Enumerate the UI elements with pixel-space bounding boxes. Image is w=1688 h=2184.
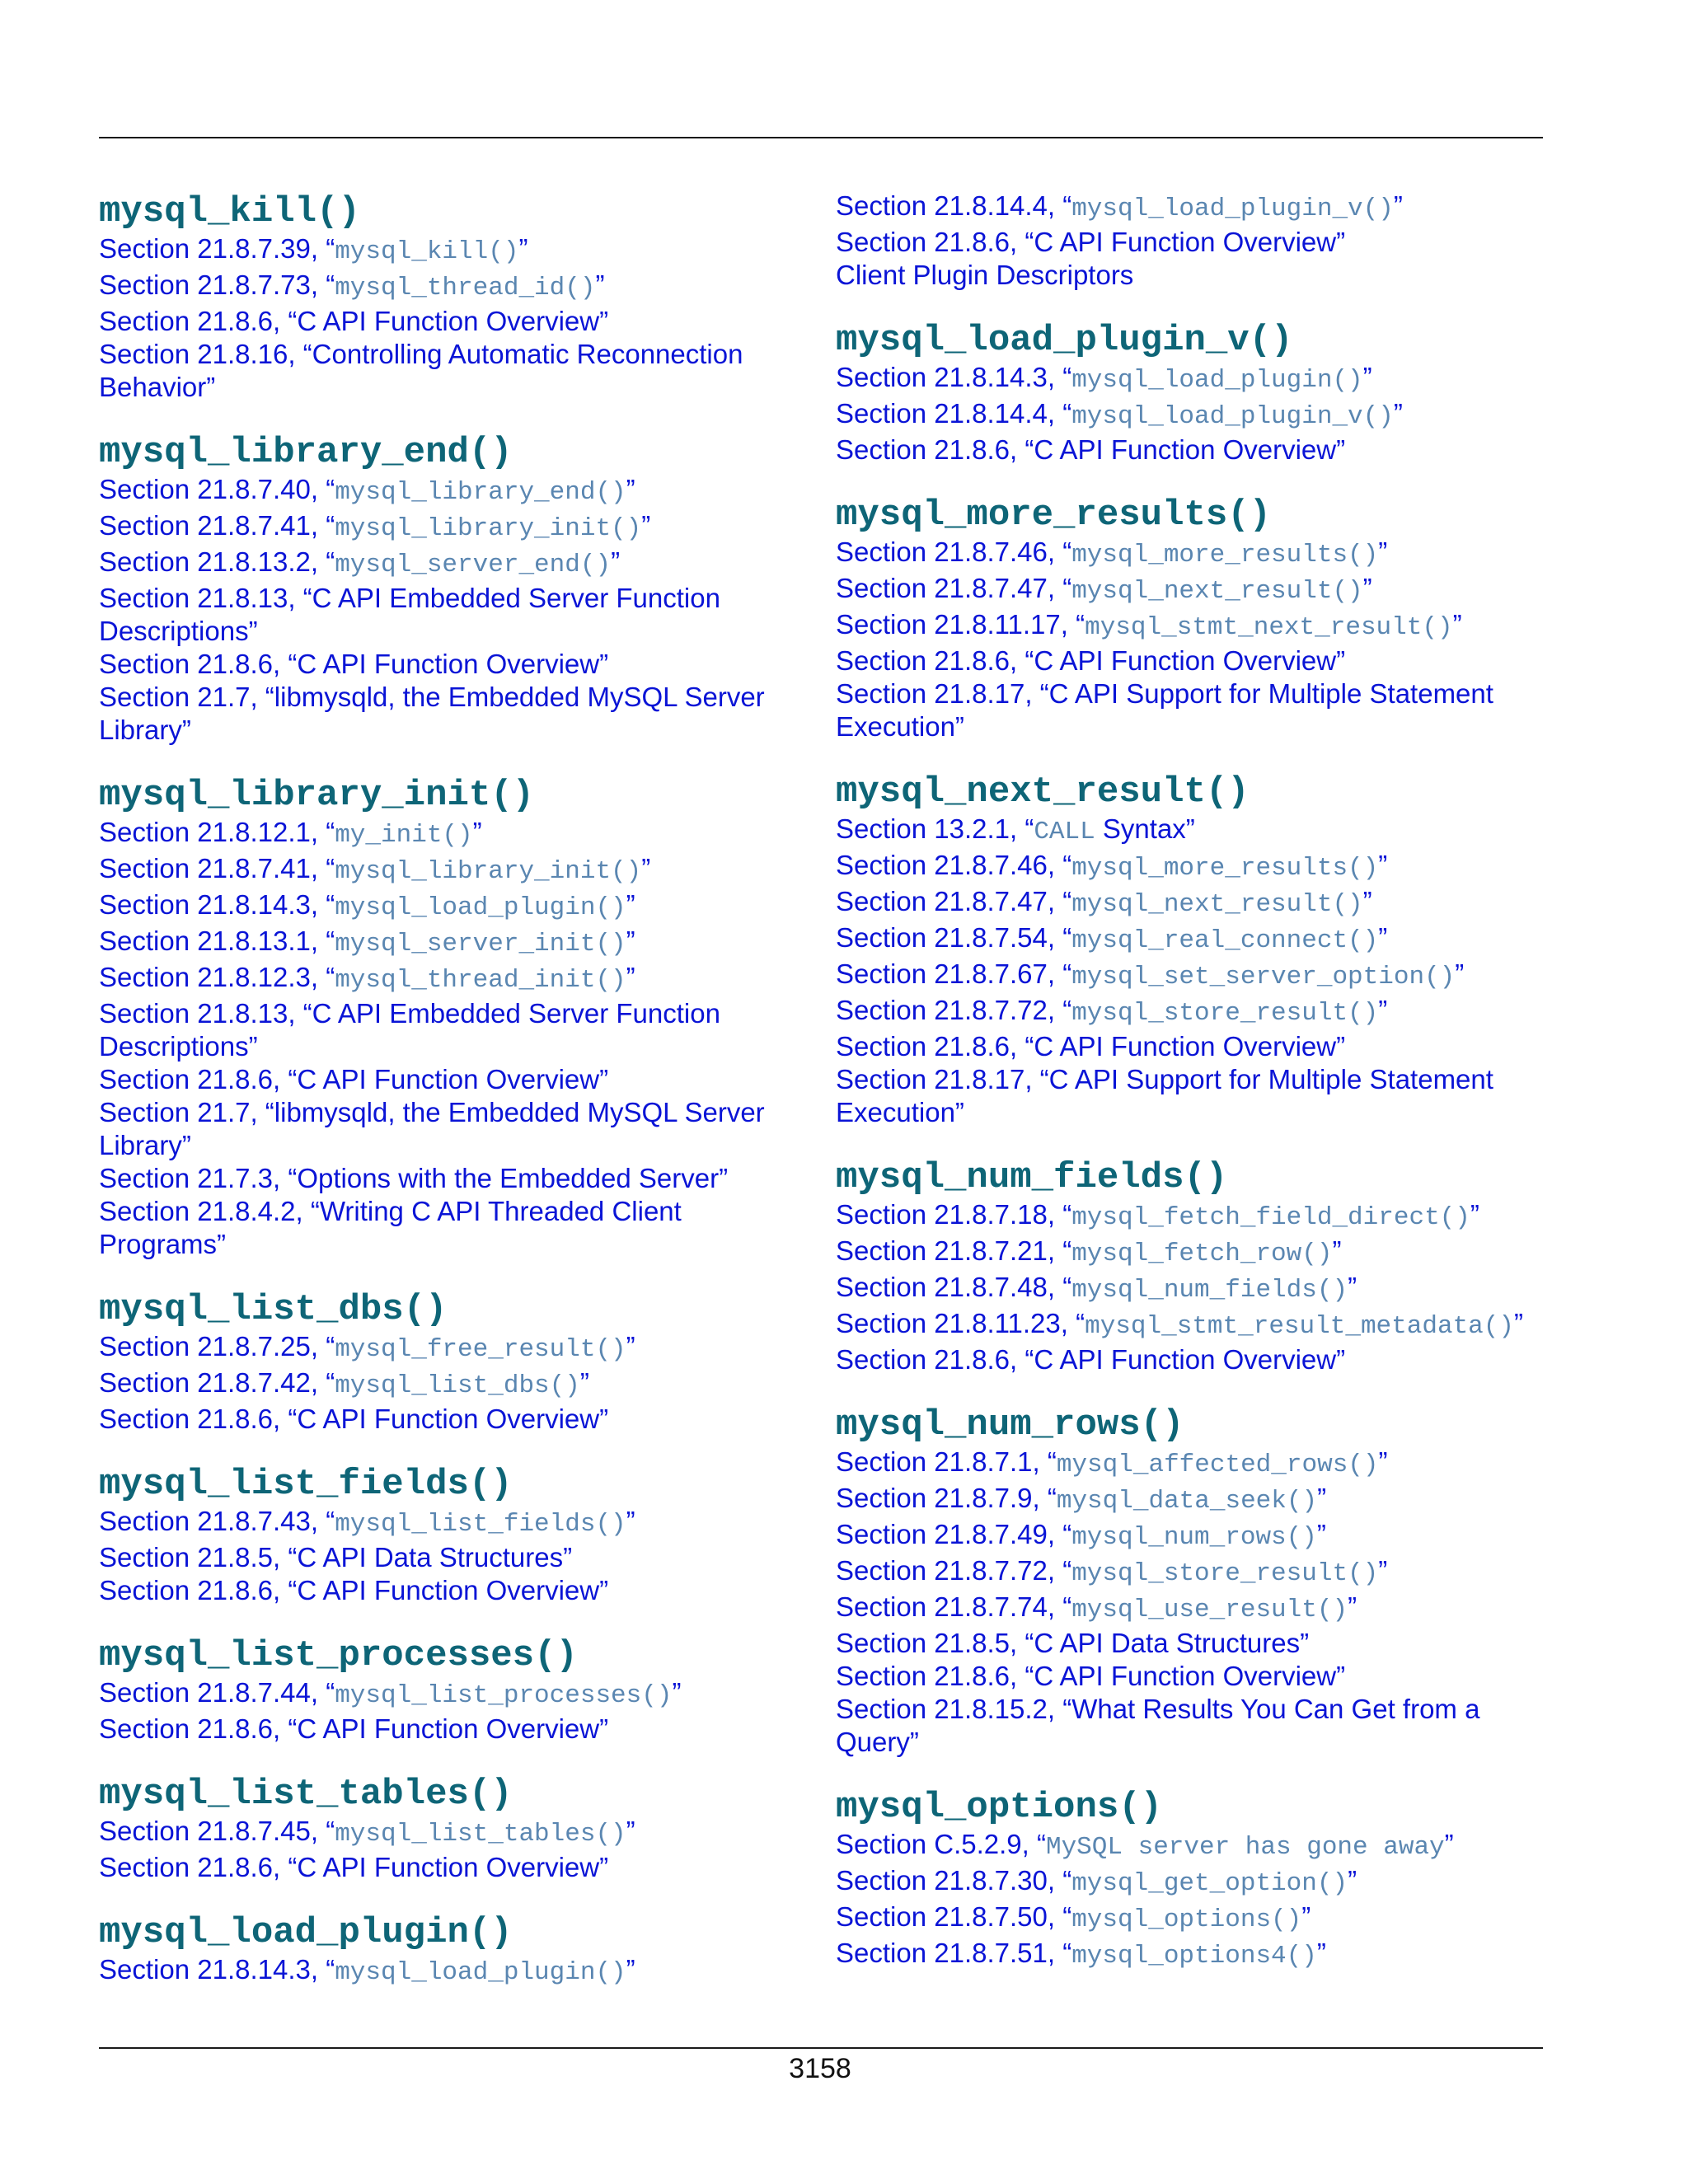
reference-text: Section 21.8.6, “C API Function Overview” xyxy=(99,1575,609,1605)
index-entry-title: mysql_options() xyxy=(836,1787,1163,1828)
index-entry xyxy=(836,1159,1545,1376)
section-reference-link[interactable] xyxy=(99,681,808,747)
section-reference-link[interactable] xyxy=(99,305,808,338)
index-entry-title: mysql_load_plugin_v() xyxy=(836,320,1293,361)
reference-function-name: mysql_list_fields() xyxy=(335,1510,626,1539)
section-reference-link[interactable] xyxy=(99,1366,808,1403)
section-reference-link[interactable] xyxy=(99,1953,808,1990)
reference-text: Section 21.8.16, “Controlling Automatic Reconnection Behavior” xyxy=(99,339,743,402)
index-entry xyxy=(836,321,1545,466)
reference-text: Section 21.8.11.23, “ xyxy=(836,1308,1085,1338)
section-reference-link[interactable] xyxy=(99,1815,808,1851)
reference-function-name: mysql_options() xyxy=(1071,1905,1302,1934)
reference-text: Section 21.8.7.72, “ xyxy=(836,1555,1072,1586)
reference-function-name: mysql_get_option() xyxy=(1071,1869,1348,1898)
section-reference-link[interactable] xyxy=(99,1713,808,1746)
reference-function-name: mysql_stmt_next_result() xyxy=(1085,613,1453,642)
reference-text-end: ” xyxy=(1316,1938,1326,1968)
reference-function-name: MySQL server has gone away xyxy=(1045,1833,1445,1862)
reference-function-name: mysql_list_tables() xyxy=(335,1820,626,1849)
reference-function-name: mysql_next_result() xyxy=(1071,577,1363,606)
section-reference-link[interactable] xyxy=(836,1627,1545,1660)
reference-function-name: mysql_fetch_row() xyxy=(1071,1240,1333,1268)
reference-text: Section 21.8.14.3, “ xyxy=(99,889,335,920)
reference-text: Section 21.8.7.9, “ xyxy=(836,1483,1057,1513)
reference-text: Section 21.8.7.72, “ xyxy=(836,995,1072,1025)
reference-text: Section 21.8.6, “C API Function Overview” xyxy=(99,649,609,679)
section-reference-link[interactable] xyxy=(99,1676,808,1713)
reference-function-name: mysql_library_init() xyxy=(335,514,642,543)
reference-function-name: mysql_server_end() xyxy=(335,551,612,579)
reference-text: Section 21.8.6, “C API Function Overview” xyxy=(836,1344,1346,1375)
index-entry xyxy=(99,776,808,1261)
section-reference-link[interactable] xyxy=(836,1271,1545,1307)
reference-text-end: ” xyxy=(1378,995,1388,1025)
section-reference-link[interactable] xyxy=(836,644,1545,677)
index-entry-title: mysql_library_end() xyxy=(99,432,513,473)
reference-text-end: ” xyxy=(1393,190,1403,221)
reference-text: Section 21.8.7.47, “ xyxy=(836,573,1072,603)
reference-text: Section 21.8.7.40, “ xyxy=(99,474,335,504)
reference-text-end: ” xyxy=(579,1367,589,1398)
section-reference-link[interactable] xyxy=(836,608,1545,644)
section-reference-link[interactable] xyxy=(836,1063,1545,1129)
section-reference-link[interactable] xyxy=(99,888,808,925)
reference-function-name: mysql_store_result() xyxy=(1071,1559,1379,1588)
section-reference-link[interactable] xyxy=(99,925,808,961)
reference-text-end: ” xyxy=(1513,1308,1523,1338)
reference-text-end: ” xyxy=(1362,886,1372,916)
reference-text: Section 21.8.7.50, “ xyxy=(836,1901,1072,1932)
section-reference-link[interactable] xyxy=(99,582,808,648)
section-reference-link[interactable] xyxy=(836,361,1545,397)
reference-text-end: ” xyxy=(1444,1829,1454,1859)
reference-function-name: mysql_set_server_option() xyxy=(1071,963,1456,991)
index-entry xyxy=(99,1465,808,1607)
reference-text-end: ” xyxy=(641,853,651,883)
reference-text: Section 21.8.13, “C API Embedded Server Function Descriptions” xyxy=(99,998,720,1062)
index-entry-title: mysql_library_init() xyxy=(99,775,535,816)
reference-text: Section 21.8.7.1, “ xyxy=(836,1446,1057,1477)
page-number: 3158 xyxy=(789,2053,851,2084)
section-reference-link[interactable] xyxy=(836,259,1545,292)
section-reference-link[interactable] xyxy=(836,885,1545,921)
reference-text-end: ” xyxy=(1348,1591,1357,1622)
reference-text-end: ” xyxy=(1316,1519,1326,1549)
reference-text: Section 21.8.7.18, “ xyxy=(836,1199,1072,1230)
reference-text-end: ” xyxy=(626,962,635,992)
section-reference-link[interactable] xyxy=(836,1900,1545,1937)
reference-function-name: mysql_fetch_field_direct() xyxy=(1071,1203,1470,1232)
reference-text: Section 21.8.7.48, “ xyxy=(836,1272,1072,1302)
section-reference-link[interactable] xyxy=(836,190,1545,226)
reference-text-end: ” xyxy=(1362,573,1372,603)
section-reference-link[interactable] xyxy=(836,1693,1545,1759)
reference-text: Section 21.8.6, “C API Function Overview” xyxy=(99,1064,609,1094)
section-reference-link[interactable] xyxy=(836,572,1545,608)
reference-function-name: mysql_store_result() xyxy=(1071,999,1379,1028)
section-reference-link[interactable] xyxy=(99,1063,808,1096)
reference-function-name: mysql_server_init() xyxy=(335,930,626,958)
reference-text: Section 21.8.14.4, “ xyxy=(836,190,1072,221)
reference-function-name: mysql_library_end() xyxy=(335,478,626,507)
index-entry xyxy=(99,1775,808,1884)
index-entry xyxy=(836,1406,1545,1759)
section-reference-link[interactable] xyxy=(99,961,808,997)
reference-text-end: ” xyxy=(1393,398,1403,429)
section-reference-link[interactable] xyxy=(99,546,808,582)
reference-text-end: ” xyxy=(1378,922,1388,953)
reference-text: Section 21.8.7.45, “ xyxy=(99,1816,335,1846)
section-reference-link[interactable] xyxy=(836,1518,1545,1554)
reference-text-end: ” xyxy=(626,926,635,956)
reference-function-name: mysql_thread_init() xyxy=(335,966,626,995)
reference-text: Section 21.8.5, “C API Data Structures” xyxy=(99,1542,573,1572)
reference-text: Section 21.8.17, “C API Support for Multiple Statement Execution” xyxy=(836,1064,1493,1127)
index-entry-title: mysql_num_rows() xyxy=(836,1404,1184,1446)
section-reference-link[interactable] xyxy=(836,1591,1545,1627)
index-entry-title: mysql_list_fields() xyxy=(99,1464,513,1505)
reference-text: Section 21.8.7.30, “ xyxy=(836,1865,1072,1896)
index-entry xyxy=(99,1637,808,1746)
reference-text-end: ” xyxy=(1455,958,1465,989)
reference-text-end: ” xyxy=(1378,1446,1388,1477)
reference-function-name: mysql_stmt_result_metadata() xyxy=(1085,1312,1514,1341)
index-entry xyxy=(836,773,1545,1129)
reference-function-name: mysql_num_rows() xyxy=(1071,1523,1317,1552)
section-reference-link[interactable] xyxy=(99,269,808,305)
reference-text-end: ” xyxy=(595,269,605,300)
reference-text: Section 21.8.7.54, “ xyxy=(836,922,1072,953)
reference-text-end: ” xyxy=(1452,609,1462,640)
section-reference-link[interactable] xyxy=(836,1864,1545,1900)
section-reference-link[interactable] xyxy=(836,677,1545,743)
reference-text: Section 21.8.14.4, “ xyxy=(836,398,1072,429)
index-entry-title: mysql_more_results() xyxy=(836,494,1272,536)
reference-text: Section 21.8.6, “C API Function Overview” xyxy=(836,1661,1346,1691)
section-reference-link[interactable] xyxy=(836,849,1545,885)
section-reference-link[interactable] xyxy=(836,434,1545,466)
reference-function-name: my_init() xyxy=(335,821,473,850)
reference-text: Section 21.8.17, “C API Support for Multiple Statement Execution” xyxy=(836,678,1493,742)
section-reference-link[interactable] xyxy=(836,1343,1545,1376)
reference-text-end: ” xyxy=(1301,1901,1311,1932)
reference-text-end: ” xyxy=(1348,1865,1357,1896)
reference-text: Section 21.7.3, “Options with the Embedded Server” xyxy=(99,1163,729,1193)
reference-function-name: mysql_free_result() xyxy=(335,1335,626,1364)
index-entry-title: mysql_list_tables() xyxy=(99,1774,513,1815)
section-reference-link[interactable] xyxy=(99,1851,808,1884)
section-reference-link[interactable] xyxy=(99,1096,808,1162)
reference-text: Section 21.8.12.3, “ xyxy=(99,962,335,992)
reference-text: Section 21.7, “libmysqld, the Embedded MySQL Server Library” xyxy=(99,1097,765,1160)
section-reference-link[interactable] xyxy=(99,473,808,509)
reference-text: Client Plugin Descriptors xyxy=(836,260,1134,290)
reference-text-end: ” xyxy=(626,889,635,920)
reference-text-end: Syntax” xyxy=(1095,813,1195,844)
section-reference-link[interactable] xyxy=(99,1574,808,1607)
reference-function-name: CALL xyxy=(1034,818,1095,846)
reference-text: Section 21.8.15.2, “What Results You Can Get from a Query” xyxy=(836,1694,1480,1757)
reference-text: Section 21.8.7.25, “ xyxy=(99,1331,335,1361)
index-entry xyxy=(836,1788,1545,1973)
reference-text: Section 21.8.7.47, “ xyxy=(836,886,1072,916)
reference-function-name: mysql_list_processes() xyxy=(335,1681,673,1710)
reference-text-end: ” xyxy=(1348,1272,1357,1302)
section-reference-link[interactable] xyxy=(836,921,1545,958)
index-entry-title: mysql_list_dbs() xyxy=(99,1289,448,1330)
reference-text: Section 21.8.12.1, “ xyxy=(99,817,335,847)
index-column-left xyxy=(99,193,808,2019)
section-reference-link[interactable] xyxy=(99,232,808,269)
reference-text: Section C.5.2.9, “ xyxy=(836,1829,1046,1859)
reference-text: Section 21.8.7.46, “ xyxy=(836,850,1072,880)
index-entry-title: mysql_list_processes() xyxy=(99,1635,578,1676)
reference-function-name: mysql_load_plugin_v() xyxy=(1071,194,1394,223)
section-reference-link[interactable] xyxy=(836,397,1545,434)
reference-text: Section 21.8.6, “C API Function Overview” xyxy=(99,1404,609,1434)
reference-text: Section 21.7, “libmysqld, the Embedded MySQL Server Library” xyxy=(99,682,765,745)
index-entry xyxy=(99,1914,808,1990)
reference-text: Section 21.8.7.21, “ xyxy=(836,1235,1072,1266)
reference-text: Section 21.8.6, “C API Function Overview” xyxy=(836,227,1346,257)
reference-text-end: ” xyxy=(1378,1555,1388,1586)
section-reference-link[interactable] xyxy=(836,994,1545,1030)
section-reference-link[interactable] xyxy=(836,226,1545,259)
reference-text: Section 21.8.7.46, “ xyxy=(836,537,1072,567)
section-reference-link[interactable] xyxy=(99,1330,808,1366)
reference-text-end: ” xyxy=(1378,537,1388,567)
reference-text: Section 21.8.7.49, “ xyxy=(836,1519,1072,1549)
reference-text: Section 21.8.14.3, “ xyxy=(836,362,1072,392)
reference-text: Section 21.8.7.44, “ xyxy=(99,1677,335,1708)
section-reference-link[interactable] xyxy=(99,1162,808,1195)
section-reference-link[interactable] xyxy=(836,1937,1545,1973)
reference-function-name: mysql_affected_rows() xyxy=(1056,1451,1379,1479)
reference-text: Section 21.8.7.41, “ xyxy=(99,510,335,541)
reference-function-name: mysql_load_plugin() xyxy=(335,893,626,922)
section-reference-link[interactable] xyxy=(99,1195,808,1261)
reference-text: Section 21.8.7.74, “ xyxy=(836,1591,1072,1622)
reference-text: Section 21.8.4.2, “Writing C API Threaded Client Programs” xyxy=(99,1196,682,1259)
reference-text-end: ” xyxy=(641,510,651,541)
reference-text: Section 21.8.6, “C API Function Overview” xyxy=(99,1852,609,1882)
section-reference-link[interactable] xyxy=(836,1198,1545,1235)
index-entry-title: mysql_load_plugin() xyxy=(99,1912,513,1953)
reference-function-name: mysql_load_plugin() xyxy=(335,1958,626,1987)
section-reference-link[interactable] xyxy=(836,1307,1545,1343)
reference-function-name: mysql_thread_id() xyxy=(335,274,596,302)
section-reference-link[interactable] xyxy=(99,1505,808,1541)
reference-text: Section 21.8.13.1, “ xyxy=(99,926,335,956)
reference-text-end: ” xyxy=(1317,1483,1327,1513)
index-column-right xyxy=(836,190,1545,2003)
reference-function-name: mysql_next_result() xyxy=(1071,890,1363,919)
reference-text: Section 21.8.6, “C API Function Overview” xyxy=(836,434,1346,465)
reference-text: Section 21.8.6, “C API Function Overview” xyxy=(836,645,1346,676)
section-reference-link[interactable] xyxy=(99,1541,808,1574)
section-reference-link[interactable] xyxy=(836,958,1545,994)
index-entry xyxy=(836,496,1545,743)
reference-text-end: ” xyxy=(611,546,621,577)
section-reference-link[interactable] xyxy=(99,997,808,1063)
index-entry-title: mysql_next_result() xyxy=(836,771,1250,813)
reference-text: Section 21.8.7.51, “ xyxy=(836,1938,1072,1968)
reference-function-name: mysql_real_connect() xyxy=(1071,926,1379,955)
reference-text: Section 21.8.5, “C API Data Structures” xyxy=(836,1628,1310,1658)
reference-function-name: mysql_data_seek() xyxy=(1056,1487,1318,1516)
reference-text: Section 21.8.7.43, “ xyxy=(99,1506,335,1536)
reference-text: Section 21.8.6, “C API Function Overview” xyxy=(99,306,609,336)
reference-function-name: mysql_load_plugin() xyxy=(1071,366,1363,395)
reference-text-end: ” xyxy=(626,1506,635,1536)
reference-text: Section 21.8.14.3, “ xyxy=(99,1954,335,1985)
reference-text: Section 21.8.13.2, “ xyxy=(99,546,335,577)
reference-text: Section 21.8.6, “C API Function Overview” xyxy=(836,1031,1346,1062)
reference-text-end: ” xyxy=(626,1816,635,1846)
reference-text: Section 13.2.1, “ xyxy=(836,813,1034,844)
index-entry-title: mysql_num_fields() xyxy=(836,1157,1228,1198)
section-reference-link[interactable] xyxy=(99,1403,808,1436)
index-entry xyxy=(836,190,1545,292)
reference-text-end: ” xyxy=(1378,850,1388,880)
reference-text: Section 21.8.7.39, “ xyxy=(99,233,335,264)
reference-text: Section 21.8.7.73, “ xyxy=(99,269,335,300)
reference-text: Section 21.8.13, “C API Embedded Server Function Descriptions” xyxy=(99,583,720,646)
reference-function-name: mysql_more_results() xyxy=(1071,854,1379,883)
reference-function-name: mysql_library_init() xyxy=(335,857,642,886)
section-reference-link[interactable] xyxy=(99,816,808,852)
reference-text: Section 21.8.11.17, “ xyxy=(836,609,1085,640)
reference-function-name: mysql_num_fields() xyxy=(1071,1276,1348,1305)
reference-text-end: ” xyxy=(472,817,482,847)
section-reference-link[interactable] xyxy=(99,648,808,681)
section-reference-link[interactable] xyxy=(99,338,808,404)
reference-text-end: ” xyxy=(1332,1235,1342,1266)
reference-text: Section 21.8.7.41, “ xyxy=(99,853,335,883)
reference-text-end: ” xyxy=(626,474,635,504)
index-entry-title: mysql_kill() xyxy=(99,191,360,232)
section-reference-link[interactable] xyxy=(836,1482,1545,1518)
reference-text-end: ” xyxy=(672,1677,682,1708)
reference-text: Section 21.8.6, “C API Function Overview” xyxy=(99,1713,609,1744)
section-reference-link[interactable] xyxy=(836,1030,1545,1063)
reference-text-end: ” xyxy=(1470,1199,1479,1230)
index-entry xyxy=(99,434,808,747)
section-reference-link[interactable] xyxy=(836,1446,1545,1482)
footer-rule xyxy=(99,2047,1543,2049)
reference-text-end: ” xyxy=(1362,362,1372,392)
section-reference-link[interactable] xyxy=(836,1828,1545,1864)
reference-text: Section 21.8.7.67, “ xyxy=(836,958,1072,989)
index-entry xyxy=(99,193,808,404)
reference-text: Section 21.8.7.42, “ xyxy=(99,1367,335,1398)
reference-text-end: ” xyxy=(518,233,528,264)
header-rule xyxy=(99,137,1543,138)
section-reference-link[interactable] xyxy=(99,852,808,888)
section-reference-link[interactable] xyxy=(836,1660,1545,1693)
section-reference-link[interactable] xyxy=(836,536,1545,572)
section-reference-link[interactable] xyxy=(99,509,808,546)
reference-function-name: mysql_use_result() xyxy=(1071,1596,1348,1624)
section-reference-link[interactable] xyxy=(836,1235,1545,1271)
reference-text-end: ” xyxy=(626,1331,635,1361)
reference-function-name: mysql_load_plugin_v() xyxy=(1071,402,1394,431)
section-reference-link[interactable] xyxy=(836,1554,1545,1591)
reference-text-end: ” xyxy=(626,1954,635,1985)
reference-function-name: mysql_kill() xyxy=(335,237,519,266)
section-reference-link[interactable] xyxy=(836,813,1545,849)
reference-function-name: mysql_more_results() xyxy=(1071,541,1379,569)
index-entry xyxy=(99,1291,808,1436)
reference-function-name: mysql_options4() xyxy=(1071,1942,1317,1971)
reference-function-name: mysql_list_dbs() xyxy=(335,1371,580,1400)
